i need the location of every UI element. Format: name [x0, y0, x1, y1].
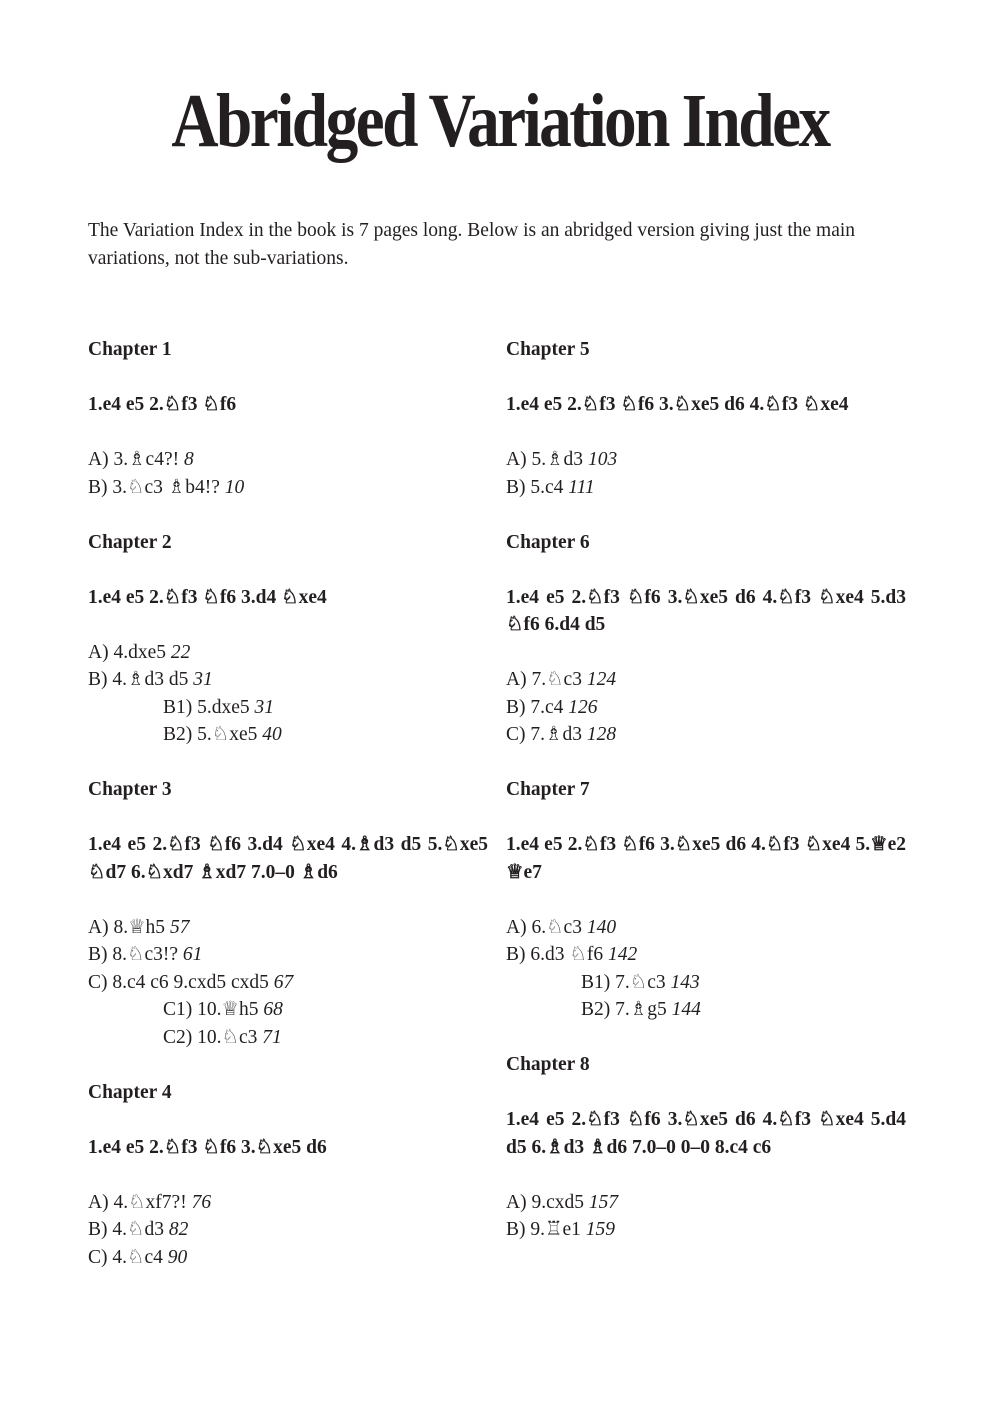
chapter-section — [88, 776, 488, 1051]
variation-moves: A) 9.cxd5 — [506, 1191, 584, 1213]
variation-moves: C2) 10.♘c3 — [163, 1026, 258, 1048]
chapter-main-line: 1.e4 e5 2.♘f3 ♘f6 3.♘xe5 d6 4.♘f3 ♘xe4 — [506, 394, 849, 415]
page-number: 10 — [224, 476, 245, 498]
variation-moves: A) 4.♘xf7?! — [88, 1191, 187, 1213]
chapter-main-line: 1.e4 e5 2.♘f3 ♘f6 3.♘xe5 d6 — [88, 1136, 327, 1158]
page-number: 8 — [184, 449, 194, 470]
chapter-section — [88, 529, 488, 749]
chapter-section — [88, 1079, 488, 1272]
page-number: 126 — [568, 696, 598, 718]
variation-moves: C) 7.♗d3 — [506, 724, 582, 745]
left-column — [88, 336, 488, 1299]
variation-moves: B) 7.c4 — [506, 696, 564, 718]
variation-line — [88, 941, 488, 969]
variation-moves: B) 8.♘c3!? — [88, 944, 179, 965]
variation-line — [88, 666, 488, 694]
chapter-section — [506, 1051, 906, 1244]
page-number: 67 — [273, 971, 294, 993]
variation-moves: A) 3.♗c4?! — [88, 449, 180, 470]
page-number: 142 — [607, 944, 638, 965]
sub-variation-line — [88, 694, 488, 722]
variation-moves: B2) 5.♘xe5 — [163, 724, 258, 745]
variation-moves: A) 7.♘c3 — [506, 669, 582, 690]
variation-moves: A) 4.dxe5 — [88, 641, 166, 663]
variation-line — [88, 1189, 488, 1217]
variation-moves: B) 9.♖e1 — [506, 1219, 581, 1240]
intro-paragraph: The Variation Index in the book is 7 pages long. Below is an abridged version giving just the main variations, not the sub-variations. — [88, 220, 856, 269]
variation-moves: B2) 7.♗g5 — [581, 999, 667, 1020]
variation-moves: B) 4.♘d3 — [88, 1219, 164, 1240]
page-number: 159 — [585, 1219, 616, 1240]
page-number: 22 — [170, 641, 191, 663]
variation-line — [506, 721, 906, 749]
chapter-section — [88, 336, 488, 501]
chapter-heading: Chapter 7 — [506, 779, 590, 800]
page-number: 157 — [588, 1191, 619, 1213]
page-title: Abridged Variation Index — [171, 79, 829, 163]
chapter-heading: Chapter 3 — [88, 779, 172, 800]
chapter-section — [506, 529, 906, 749]
chapter-heading: Chapter 8 — [506, 1054, 590, 1075]
chapter-main-line: 1.e4 e5 2.♘f3 ♘f6 3.d4 ♘xe4 — [88, 586, 327, 608]
sub-variation-line — [88, 996, 488, 1024]
page-number: 76 — [191, 1191, 212, 1213]
chapter-heading: Chapter 4 — [88, 1081, 172, 1103]
variation-line — [506, 914, 906, 942]
chapter-section — [506, 336, 906, 501]
page-number: 57 — [169, 916, 190, 938]
variation-moves: C) 4.♘c4 — [88, 1246, 163, 1268]
page-number: 90 — [167, 1246, 188, 1268]
variation-moves: C1) 10.♕h5 — [163, 999, 259, 1020]
chapter-heading: Chapter 6 — [506, 531, 590, 553]
variation-moves: B1) 7.♘c3 — [581, 971, 666, 993]
variation-line — [506, 1216, 906, 1244]
variation-line — [88, 1216, 488, 1244]
variation-line — [88, 639, 488, 667]
chapter-section — [506, 776, 906, 1024]
chapter-main-line: 1.e4 e5 2.♘f3 ♘f6 — [88, 394, 237, 415]
variation-moves: A) 8.♕h5 — [88, 916, 166, 938]
variation-line — [88, 474, 488, 502]
page-number: 31 — [193, 669, 213, 690]
sub-variation-line — [88, 721, 488, 749]
variation-line — [88, 914, 488, 942]
sub-variation-line — [506, 969, 906, 997]
variation-line — [506, 1189, 906, 1217]
page-number: 144 — [671, 999, 701, 1020]
page-number: 71 — [262, 1026, 282, 1048]
chapter-main-line: 1.e4 e5 2.♘f3 ♘f6 3.♘xe5 d6 4.♘f3 ♘xe4 5.d3 ♘f6 6.d4 d5 — [506, 586, 906, 635]
chapter-heading: Chapter 2 — [88, 531, 172, 553]
page-number: 103 — [587, 449, 618, 470]
page-number: 40 — [262, 724, 282, 745]
page-number: 143 — [670, 971, 700, 993]
page-number: 124 — [586, 669, 617, 690]
variation-line — [506, 666, 906, 694]
variation-moves: B) 5.c4 — [506, 476, 564, 498]
page-number: 82 — [168, 1219, 189, 1240]
sub-variation-line — [88, 1024, 488, 1052]
chapter-main-line: 1.e4 e5 2.♘f3 ♘f6 3.d4 ♘xe4 4.♗d3 d5 5.♘xe5 ♘d7 6.♘xd7 ♗xd7 7.0–0 ♗d6 — [88, 834, 488, 883]
variation-moves: B1) 5.dxe5 — [163, 696, 250, 718]
variation-moves: B) 4.♗d3 d5 — [88, 669, 189, 690]
chapter-main-line: 1.e4 e5 2.♘f3 ♘f6 3.♘xe5 d6 4.♘f3 ♘xe4 5.♕e2 ♕e7 — [506, 834, 906, 883]
page-number: 31 — [254, 696, 275, 718]
page-number: 140 — [586, 916, 617, 938]
variation-line — [88, 446, 488, 474]
variation-line — [506, 941, 906, 969]
sub-variation-line — [506, 996, 906, 1024]
variation-line — [506, 446, 906, 474]
chapter-heading: Chapter 1 — [88, 339, 172, 360]
variation-moves: A) 6.♘c3 — [506, 916, 582, 938]
right-column — [506, 336, 906, 1271]
variation-moves: C) 8.c4 c6 9.cxd5 cxd5 — [88, 971, 269, 993]
variation-line — [506, 694, 906, 722]
variation-line — [88, 969, 488, 997]
variation-moves: B) 3.♘c3 ♗b4!? — [88, 476, 220, 498]
variation-line — [506, 474, 906, 502]
chapter-heading: Chapter 5 — [506, 339, 590, 360]
page-number: 128 — [586, 724, 617, 745]
page-number: 68 — [263, 999, 283, 1020]
chapter-main-line: 1.e4 e5 2.♘f3 ♘f6 3.♘xe5 d6 4.♘f3 ♘xe4 5.d4 d5 6.♗d3 ♗d6 7.0–0 0–0 8.c4 c6 — [506, 1109, 906, 1158]
variation-line — [88, 1244, 488, 1272]
page-number: 111 — [568, 476, 595, 498]
page-number: 61 — [182, 944, 203, 965]
variation-moves: A) 5.♗d3 — [506, 449, 584, 470]
variation-moves: B) 6.d3 ♘f6 — [506, 944, 604, 965]
